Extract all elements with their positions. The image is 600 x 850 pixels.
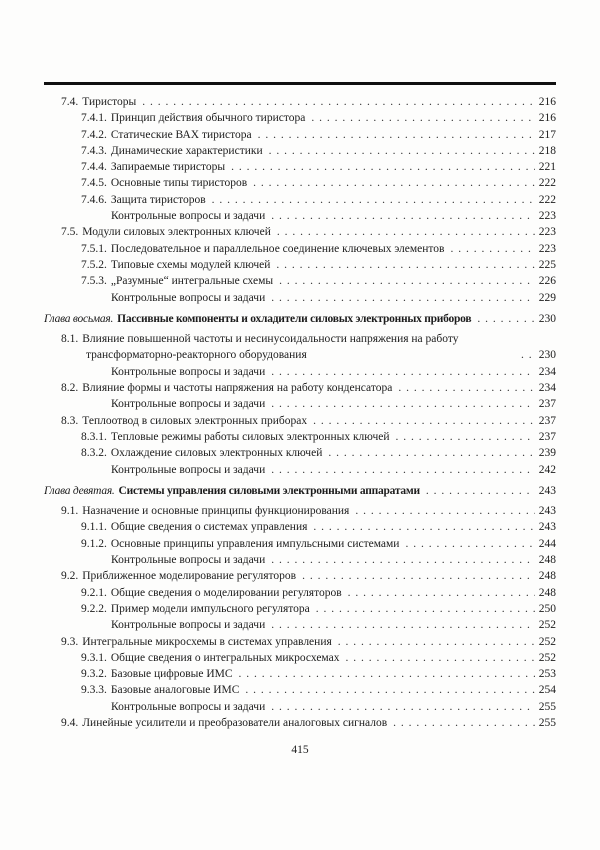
- toc-entry-title: Тиристоры: [82, 96, 137, 108]
- toc-entry: [81, 682, 556, 698]
- toc-entry: [81, 273, 556, 289]
- dot-leader: [270, 257, 535, 273]
- toc-entry-title: Контрольные вопросы и задачи: [111, 291, 266, 304]
- toc-entry-page: 243: [538, 484, 556, 497]
- toc-entry-label: [44, 483, 420, 499]
- dot-leader: [136, 94, 535, 110]
- toc-entry: [111, 552, 556, 568]
- dot-leader: [265, 364, 535, 380]
- dot-leader: [265, 208, 535, 224]
- toc-entry-page: 237: [538, 430, 556, 443]
- toc-entry-label: [111, 699, 265, 715]
- toc-entry-page: 221: [538, 161, 556, 174]
- toc-entry-title: Влияние повышенной частоты и несинусоидальности напряжения на работу трансформаторно-реакторного оборудования: [82, 333, 459, 362]
- toc-entry-page: 223: [538, 226, 556, 239]
- toc-entry-label: [81, 445, 322, 461]
- toc-entry-label: [111, 208, 265, 224]
- toc-entry-number: 9.1.2.: [81, 537, 107, 550]
- toc-entry-label: [81, 241, 444, 257]
- toc-entry-label: [81, 650, 339, 666]
- toc-entry-page: 234: [538, 365, 556, 378]
- toc-entry-page: 229: [538, 291, 556, 304]
- toc-entry-title: Влияние формы и частоты напряжения на работу конденсатора: [82, 382, 393, 395]
- toc-entry-label: [61, 413, 307, 429]
- toc-entry-title: Последовательное и параллельное соединение ключевых элементов: [110, 242, 445, 255]
- toc-entry-page: 252: [538, 651, 556, 664]
- dot-leader: [342, 585, 535, 601]
- toc-entry: [81, 666, 556, 682]
- toc-entry-page: 225: [538, 258, 556, 271]
- toc-entry-label: [111, 396, 265, 412]
- toc-entry-number: 9.3.3.: [81, 684, 107, 697]
- toc-entry-page: 234: [538, 382, 556, 395]
- toc-entry-number: 8.2.: [61, 382, 79, 395]
- toc-entry: [81, 192, 556, 208]
- dot-leader: [307, 519, 535, 535]
- dot-leader: [265, 396, 535, 412]
- dot-leader: [305, 110, 535, 126]
- dot-leader: [349, 503, 535, 519]
- dot-leader: [515, 347, 535, 363]
- toc-entry: [81, 127, 556, 143]
- toc-entry-label: [81, 682, 239, 698]
- dot-leader: [471, 311, 535, 327]
- toc-entry-number: 7.5.1.: [81, 242, 107, 255]
- toc-entry-label: [81, 192, 206, 208]
- toc-entry-number: 7.4.5.: [81, 177, 107, 190]
- toc-entry: [61, 413, 556, 429]
- toc-entry: [111, 699, 556, 715]
- dot-leader: [273, 273, 535, 289]
- toc-entry-title: „Разумные“ интегральные схемы: [110, 275, 274, 288]
- toc-entry-label: [61, 94, 136, 110]
- page-number: 415: [291, 744, 309, 757]
- toc-entry-page: 243: [538, 505, 556, 518]
- toc-entry-label: [81, 519, 307, 535]
- dot-leader: [247, 175, 535, 191]
- toc-entry-number: 8.3.: [61, 414, 79, 427]
- toc-entry-page: 230: [538, 349, 556, 362]
- dot-leader: [239, 682, 535, 698]
- toc-entry-page: 222: [538, 177, 556, 190]
- toc-entry-title: Охлаждение силовых электронных ключей: [110, 447, 323, 460]
- toc-entry-label: [111, 617, 265, 633]
- toc-entry-number: 9.2.2.: [81, 602, 107, 615]
- dot-leader: [265, 552, 535, 568]
- toc-entry-title: Интегральные микросхемы в системах управления: [82, 635, 332, 648]
- toc-entry-page: 222: [538, 193, 556, 206]
- toc-entry-number: 9.1.1.: [81, 521, 107, 534]
- toc-entry-page: 216: [538, 96, 556, 108]
- dot-leader: [420, 483, 535, 499]
- toc-entry-number: 9.3.2.: [81, 668, 107, 681]
- toc-entry-title: Общие сведения о интегральных микросхемах: [110, 651, 340, 664]
- toc-entry-number: 9.3.1.: [81, 651, 107, 664]
- toc-entry-title: Запираемые тиристоры: [110, 161, 226, 174]
- toc-entry-number: 7.4.1.: [81, 112, 107, 125]
- dot-leader: [206, 192, 535, 208]
- toc-entry-page: 252: [538, 635, 556, 648]
- toc-entry-title: Общие сведения о системах управления: [110, 521, 308, 534]
- toc-entry-title: Пассивные компоненты и охладители силовых электронных приборов: [117, 312, 472, 325]
- toc-entry: [81, 110, 556, 126]
- toc-entry: [81, 536, 556, 552]
- toc-entry-title: Теплоотвод в силовых электронных приборах: [82, 414, 308, 427]
- toc-entry-number: 9.3.: [61, 635, 79, 648]
- toc-entry-title: Пример модели импульсного регулятора: [110, 602, 310, 615]
- dot-leader: [271, 224, 535, 240]
- toc-entry-page: 248: [538, 554, 556, 567]
- dot-leader: [307, 413, 535, 429]
- toc-entry-page: 223: [538, 210, 556, 223]
- toc-entry: [61, 224, 556, 240]
- toc-entry-number: 8.1.: [61, 333, 79, 346]
- toc-entry: [111, 290, 556, 306]
- toc-entry-label: [61, 634, 332, 650]
- toc-entry-title: Контрольные вопросы и задачи: [111, 210, 266, 223]
- toc-entry-page: 248: [538, 570, 556, 583]
- toc-entry: [81, 143, 556, 159]
- toc-entry-number: 8.3.1.: [81, 430, 107, 443]
- toc-entry-label: [111, 290, 265, 306]
- toc-entry-label: [61, 503, 349, 519]
- toc-entry-number: 7.4.: [61, 96, 79, 108]
- toc-entry: [61, 380, 556, 396]
- toc-entry: [111, 462, 556, 478]
- toc-entry-title: Базовые аналоговые ИМС: [110, 684, 240, 697]
- toc-entry-page: 242: [538, 463, 556, 476]
- toc-entry-title: Контрольные вопросы и задачи: [111, 365, 266, 378]
- toc-entry: [81, 241, 556, 257]
- toc-entry-title: Контрольные вопросы и задачи: [111, 463, 266, 476]
- toc-entry-label: [111, 364, 265, 380]
- toc-entry-number: 9.1.: [61, 505, 79, 518]
- dot-leader: [265, 617, 535, 633]
- toc-entry: [61, 94, 556, 110]
- toc-entry-page: 254: [538, 684, 556, 697]
- toc-entry-number: 7.5.2.: [81, 258, 107, 271]
- toc-entry-label: [61, 380, 392, 396]
- toc-entry-page: 237: [538, 414, 556, 427]
- toc-entry-label: [81, 601, 310, 617]
- toc-entry-label: [61, 224, 271, 240]
- dot-leader: [296, 568, 535, 584]
- toc-entry-label: [81, 257, 270, 273]
- dot-leader: [332, 634, 535, 650]
- toc-entry-label: [61, 715, 387, 731]
- dot-leader: [339, 650, 535, 666]
- dot-leader: [444, 241, 535, 257]
- toc-entry: [61, 715, 556, 731]
- dot-leader: [392, 380, 535, 396]
- toc-entry-title: Назначение и основные принципы функционирования: [82, 505, 350, 518]
- toc-entry: [111, 396, 556, 412]
- toc-entry-page: 255: [538, 716, 556, 729]
- toc-entry-page: 253: [538, 668, 556, 681]
- toc-chapter-entry: [44, 483, 556, 499]
- toc-entry-title: Базовые цифровые ИМС: [110, 668, 233, 681]
- toc-entry-title: Контрольные вопросы и задачи: [111, 619, 266, 632]
- dot-leader: [390, 429, 536, 445]
- toc-entry-page: 255: [538, 700, 556, 713]
- toc-entry-title: Тепловые режимы работы силовых электронных ключей: [110, 430, 390, 443]
- toc-entry-page: 230: [538, 312, 556, 325]
- toc-entry-page: 252: [538, 619, 556, 632]
- dot-leader: [265, 699, 535, 715]
- toc-entry-label: [111, 552, 265, 568]
- toc-entry-page: 216: [538, 112, 556, 125]
- dot-leader: [265, 462, 535, 478]
- toc-entry-number: 7.4.6.: [81, 193, 107, 206]
- toc-entry-label: [81, 273, 273, 289]
- toc-entry-page: 243: [538, 521, 556, 534]
- toc-entry-page: 248: [538, 586, 556, 599]
- toc-entry-number: Глава девятая.: [44, 484, 115, 497]
- toc-entry-page: 239: [538, 447, 556, 460]
- toc-entry-number: 7.5.3.: [81, 275, 107, 288]
- toc-entry-number: 9.2.1.: [81, 586, 107, 599]
- toc-entry: [81, 257, 556, 273]
- toc-entry-number: 7.4.4.: [81, 161, 107, 174]
- toc-entry-label: [81, 175, 247, 191]
- toc-entry-title: Приближенное моделирование регуляторов: [82, 570, 297, 583]
- toc-entry-page: 218: [538, 144, 556, 157]
- toc-entry-title: Основные типы тиристоров: [110, 177, 248, 190]
- toc-entry-title: Защита тиристоров: [110, 193, 206, 206]
- dot-leader: [252, 127, 535, 143]
- toc-entry-number: 7.5.: [61, 226, 79, 239]
- toc-entry-title: Общие сведения о моделировании регуляторов: [110, 586, 342, 599]
- toc-entry-label: [81, 110, 305, 126]
- toc-entry-title: Системы управления силовыми электронными аппаратами: [118, 484, 420, 497]
- toc-entry: [61, 331, 556, 364]
- toc-entry-page: 217: [538, 128, 556, 141]
- toc-entry-page: 226: [538, 275, 556, 288]
- toc-entry: [111, 364, 556, 380]
- toc-chapter-entry: [44, 311, 556, 327]
- toc-entry: [81, 585, 556, 601]
- dot-leader: [233, 666, 535, 682]
- dot-leader: [225, 159, 535, 175]
- toc-entry: [111, 208, 556, 224]
- toc-entry-page: 237: [538, 398, 556, 411]
- toc-entry-label: [81, 127, 252, 143]
- toc-entry-label: [81, 159, 225, 175]
- dot-leader: [399, 536, 535, 552]
- toc-entry: [81, 175, 556, 191]
- toc-entry-number: 7.4.3.: [81, 144, 107, 157]
- table-of-contents: [44, 94, 556, 731]
- toc-entry-title: Контрольные вопросы и задачи: [111, 700, 266, 713]
- toc-entry-number: 9.4.: [61, 716, 79, 729]
- toc-entry-title: Контрольные вопросы и задачи: [111, 554, 266, 567]
- toc-entry-title: Принцип действия обычного тиристора: [110, 112, 306, 125]
- toc-entry-number: 7.4.2.: [81, 128, 107, 141]
- dot-leader: [387, 715, 535, 731]
- toc-entry: [81, 519, 556, 535]
- toc-entry-label: [61, 331, 515, 364]
- toc-entry-label: [44, 311, 471, 327]
- toc-entry: [81, 445, 556, 461]
- toc-entry: [81, 601, 556, 617]
- dot-leader: [322, 445, 535, 461]
- top-rule: [44, 82, 556, 85]
- toc-entry: [81, 650, 556, 666]
- toc-entry-title: Типовые схемы модулей ключей: [110, 258, 271, 271]
- dot-leader: [310, 601, 535, 617]
- toc-entry-label: [81, 585, 342, 601]
- toc-entry-page: 250: [538, 602, 556, 615]
- toc-entry-title: Контрольные вопросы и задачи: [111, 398, 266, 411]
- toc-entry-title: Линейные усилители и преобразователи аналоговых сигналов: [82, 716, 388, 729]
- toc-entry-title: Статические ВАХ тиристора: [110, 128, 252, 141]
- dot-leader: [263, 143, 535, 159]
- toc-entry-title: Модули силовых электронных ключей: [82, 226, 271, 239]
- toc-entry-label: [81, 666, 233, 682]
- toc-entry-title: Основные принципы управления импульсными системами: [110, 537, 400, 550]
- toc-entry-number: 9.2.: [61, 570, 79, 583]
- toc-entry-label: [111, 462, 265, 478]
- toc-entry: [61, 503, 556, 519]
- toc-entry-number: 8.3.2.: [81, 447, 107, 460]
- toc-entry: [61, 634, 556, 650]
- toc-entry: [111, 617, 556, 633]
- toc-entry-page: 244: [538, 537, 556, 550]
- toc-entry-title: Динамические характеристики: [110, 144, 263, 157]
- toc-entry-label: [81, 536, 399, 552]
- dot-leader: [265, 290, 535, 306]
- toc-entry: [61, 568, 556, 584]
- toc-entry-label: [81, 429, 390, 445]
- toc-entry-label: [61, 568, 296, 584]
- toc-entry-number: Глава восьмая.: [44, 312, 114, 325]
- toc-entry: [81, 429, 556, 445]
- toc-entry-label: [81, 143, 263, 159]
- toc-entry: [81, 159, 556, 175]
- toc-entry-page: 223: [538, 242, 556, 255]
